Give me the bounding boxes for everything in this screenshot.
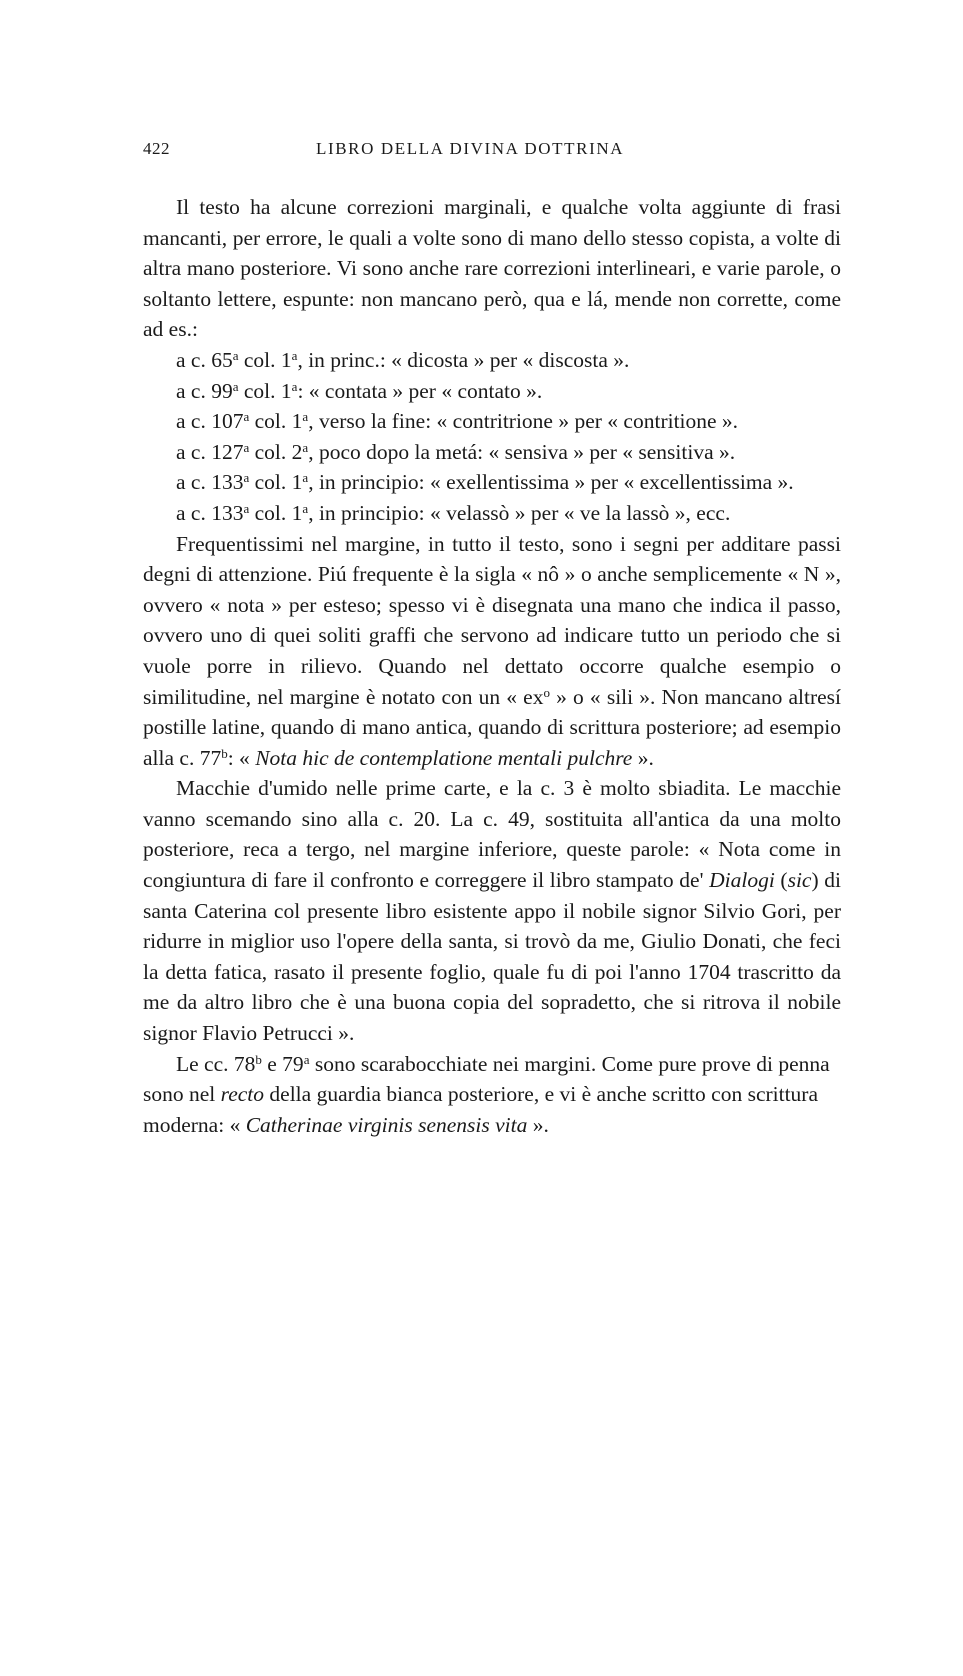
paragraph-scribbles: Le cc. 78$^b$ e 79$^a$ sono scarabocchiate nei margini. Come pure prove di penna sono nel recto della guardia bianca posteriore, e vi è anche scritto con scrittura moderna: « Catherinae virginis senensis vita ». (143, 1051, 830, 1137)
citation-5: a c. 133$^a$ col. 1$^a$, in principio: « exellentissima » per « excellentissima ». (176, 470, 794, 495)
running-title: LIBRO DELLA DIVINA DOTTRINA (316, 139, 625, 158)
citation-1: a c. 65$^a$ col. 1$^a$, in princ.: « dicosta » per « discosta ». (176, 347, 630, 372)
running-header (143, 139, 843, 165)
body-text (143, 192, 841, 1140)
citation-6: a c. 133$^a$ col. 1$^a$, in principio: « velassò » per « ve la lassò », ecc. (176, 500, 731, 525)
citation-3: a c. 107$^a$ col. 1$^a$, verso la fine: « contritrione » per « contritione ». (176, 409, 739, 434)
paragraph-margin-signs: Frequentissimi nel margine, in tutto il testo, sono i segni per additare passi degni di attenzione. Piú frequente è la sigla « nô » o anche semplicemente « N », ovvero « nota » per esteso; spesso vi è disegnata una mano che indica il passo, ovvero uno di quei soliti graffi che servono ad indicare tutto un periodo che si vuole porre in rilievo. Quando nel dettato occorre qualche esempio o similitudine, nel margine è notato con un « $ex^o$ » o « sili ». Non mancano altresí postille latine, quando di mano antica, quando di scrittura posteriore; ad esempio alla c. 77$^b$: « Nota hic de contemplatione mentali pulchre ». (143, 531, 841, 770)
page-number: 422 (143, 139, 170, 158)
paragraph-stains: Macchie d'umido nelle prime carte, e la c. 3 è molto sbiadita. Le macchie vanno scemando sino alla c. 20. La c. 49, sostituita all'antica da una molto posteriore, reca a tergo, nel margine inferiore, queste parole: « Nota come in congiuntura di fare il confronto e correggere il libro stampato de' Dialogi (sic) di santa Caterina col presente libro esistente appo il nobile signor Silvio Gori, per ridurre in miglior uso l'opere della santa, si trovò da me, Giulio Donati, che feci la detta fatica, rasato il presente foglio, quale fu di poi l'anno 1704 trascritto da me da altro libro che è una buona copia del sopradetto, che si ritrova il nobile signor Flavio Petrucci ». (143, 776, 841, 1046)
citation-4: a c. 127$^a$ col. 2$^a$, poco dopo la metá: « sensiva » per « sensitiva ». (176, 439, 736, 464)
citation-2: a c. 99$^a$ col. 1$^a$: « contata » per « contato ». (176, 378, 543, 403)
paragraph-corrections: Il testo ha alcune correzioni marginali, e qualche volta aggiunte di frasi mancanti, per errore, le quali a volte sono di mano dello stesso copista, a volte di altra mano posteriore. Vi sono anche rare correzioni interlineari, e varie parole, o soltanto lettere, espunte: non mancano però, qua e lá, mende non corrette, come ad es.: (143, 195, 841, 342)
